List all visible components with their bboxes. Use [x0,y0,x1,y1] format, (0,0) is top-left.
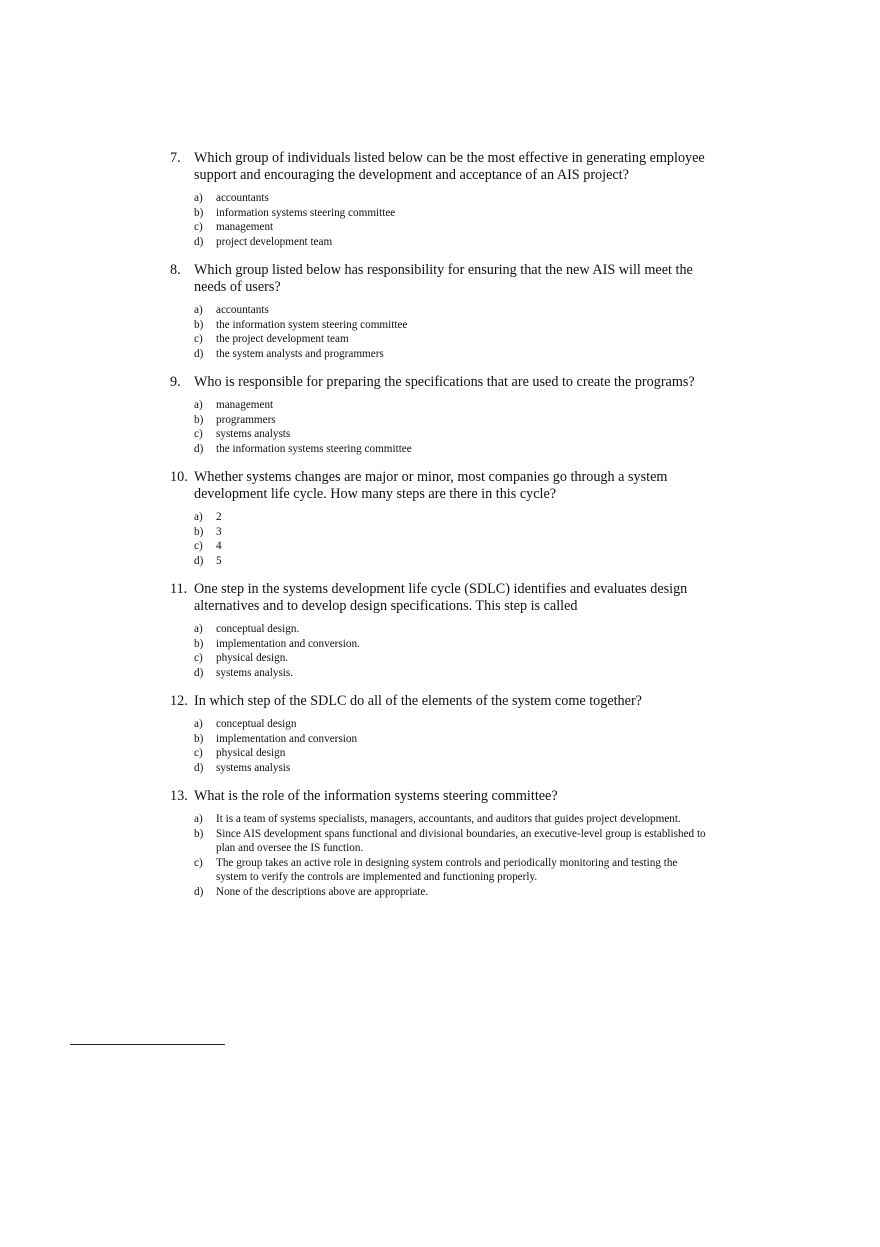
option-letter: d) [194,885,204,898]
answer-option [194,347,710,362]
option-text: systems analysis. [216,666,294,679]
question-text: What is the role of the information systems steering committee? [194,788,558,804]
option-letter: a) [194,192,203,204]
option-letter: d) [194,761,204,774]
answer-option [194,812,710,827]
question-text: Which group listed below has responsibility for ensuring that the new AIS will meet the needs of users? [194,262,693,295]
option-letter: c) [194,540,203,552]
answer-option [194,525,710,540]
answer-option [194,235,710,250]
option-letter: a) [194,511,203,523]
answer-option [194,622,710,637]
option-letter: c) [194,333,203,345]
option-letter: c) [194,652,203,664]
answer-option [194,510,710,525]
option-text: None of the descriptions above are appropriate. [216,885,429,898]
option-letter: b) [194,318,204,331]
answer-option [194,303,710,318]
option-text: Since AIS development spans functional and divisional boundaries, an executive-level group is established to plan and oversee the IS function. [216,827,706,854]
option-letter: c) [194,856,203,869]
answer-option [194,554,710,569]
question-number: 13. [170,788,188,804]
option-letter: b) [194,413,204,426]
option-letter: c) [194,221,203,233]
option-letter: d) [194,235,204,248]
option-text: the system analysts and programmers [216,347,384,360]
option-text: accountants [216,192,269,204]
answer-option [194,413,710,428]
option-text: the information systems steering committee [216,442,412,455]
option-text: physical design. [216,652,289,664]
option-letter: c) [194,747,203,759]
answer-option [194,651,710,666]
question-10 [170,469,710,568]
question-number: 8. [170,262,181,278]
option-letter: a) [194,623,203,635]
question-list [170,150,710,912]
option-text: project development team [216,235,333,248]
option-letter: b) [194,525,204,538]
answer-option [194,666,710,681]
answer-options [194,303,710,361]
option-text: the project development team [216,333,349,345]
option-letter: b) [194,637,204,650]
answer-option [194,442,710,457]
answer-option [194,732,710,747]
option-letter: a) [194,718,203,730]
question-number: 12. [170,693,188,709]
question-number: 11. [170,581,188,597]
option-text: 4 [216,540,222,552]
option-letter: a) [194,399,203,411]
answer-options [194,717,710,775]
option-text: implementation and conversion. [216,637,360,650]
option-text: management [216,399,274,411]
option-letter: d) [194,666,204,679]
question-12 [170,693,710,775]
question-8 [170,262,710,361]
option-text: 3 [216,525,222,538]
answer-option [194,827,710,856]
option-text: implementation and conversion [216,732,358,745]
answer-option [194,332,710,347]
answer-option [194,427,710,442]
option-text: conceptual design. [216,623,300,635]
option-letter: d) [194,442,204,455]
question-text: Which group of individuals listed below can be the most effective in generating employee support and encouraging the development and acceptance of an AIS project? [194,150,705,183]
option-text: 5 [216,554,222,567]
question-number: 9. [170,374,181,390]
answer-option [194,398,710,413]
option-text: information systems steering committee [216,206,396,219]
option-text: the information system steering committee [216,318,408,331]
option-letter: b) [194,827,204,840]
option-text: systems analysts [216,428,291,440]
answer-option [194,206,710,221]
question-text: Who is responsible for preparing the specifications that are used to create the programs? [194,374,695,390]
option-text: systems analysis [216,761,291,774]
option-text: management [216,221,274,233]
question-number: 7. [170,150,181,166]
option-letter: d) [194,554,204,567]
answer-options [194,622,710,680]
answer-option [194,717,710,732]
question-text: One step in the systems development life cycle (SDLC) identifies and evaluates design alternatives and to develop design specifications. This step is called [194,581,688,614]
answer-option [194,761,710,776]
question-text: Whether systems changes are major or minor, most companies go through a system development life cycle. How many steps are there in this cycle? [194,469,668,502]
option-letter: c) [194,428,203,440]
answer-option [194,220,710,235]
option-letter: a) [194,304,203,316]
option-text: The group takes an active role in designing system controls and periodically monitoring and testing the system to verify the controls are implemented and functioning properly. [216,856,678,883]
answer-option [194,539,710,554]
answer-options [194,510,710,568]
answer-option [194,746,710,761]
option-letter: b) [194,732,204,745]
answer-option [194,856,710,885]
question-11 [170,581,710,680]
option-text: physical design [216,747,286,759]
answer-option [194,318,710,333]
question-7 [170,150,710,249]
answer-options [194,398,710,456]
footnote-separator [70,1044,225,1045]
question-9 [170,374,710,456]
option-text: programmers [216,413,276,426]
option-text: accountants [216,304,269,316]
answer-option [194,637,710,652]
option-text: It is a team of systems specialists, managers, accountants, and auditors that guides project development. [216,813,681,825]
answer-options [194,191,710,249]
question-number: 10. [170,469,188,485]
option-text: conceptual design [216,718,297,730]
option-text: 2 [216,511,222,523]
option-letter: a) [194,813,203,825]
option-letter: b) [194,206,204,219]
answer-option [194,191,710,206]
answer-option [194,885,710,900]
question-13 [170,788,710,899]
question-text: In which step of the SDLC do all of the elements of the system come together? [194,693,642,709]
option-letter: d) [194,347,204,360]
answer-options [194,812,710,899]
